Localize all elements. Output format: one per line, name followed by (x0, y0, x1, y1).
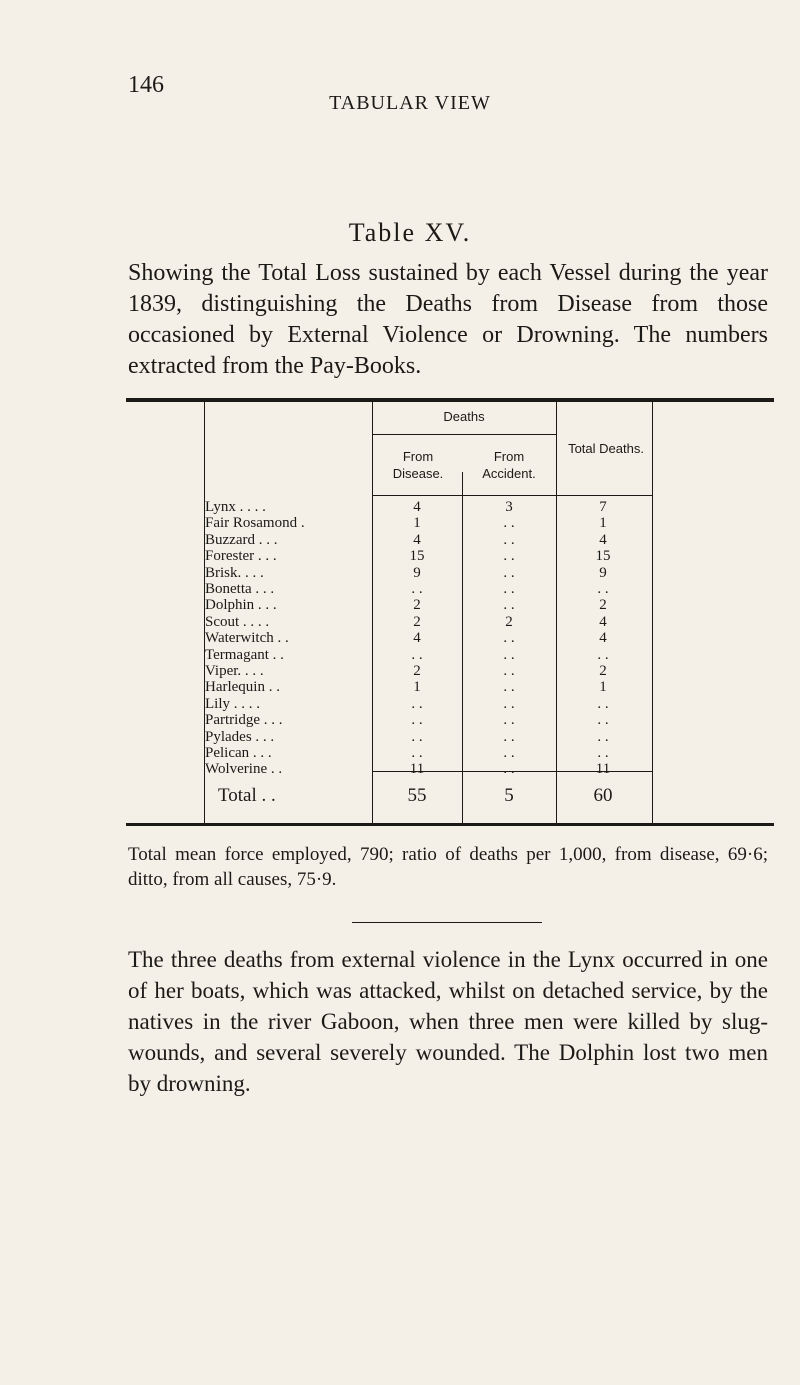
total-cell: . . (597, 695, 609, 712)
table-top-rule (126, 398, 774, 402)
total-cell: 4 (599, 630, 607, 647)
total-cell: . . (597, 745, 609, 761)
vessel-name: Partridge . . . (205, 712, 283, 729)
accident-cell: . . (503, 646, 515, 663)
vessel-name: Forester . . . (205, 548, 277, 565)
header-from-disease: From Disease. (392, 449, 444, 481)
vessel-name: Waterwitch . . (205, 630, 289, 647)
table-title: Table XV. (348, 218, 472, 247)
deaths-underline (372, 434, 556, 435)
disease-cell: 2 (413, 597, 421, 614)
accident-cell: . . (503, 679, 515, 696)
vessel-name: Wolverine . . (205, 761, 283, 778)
page-number: 146 (128, 72, 164, 98)
vessel-name: Harlequin . . (205, 679, 280, 696)
accident-cell: . . (503, 712, 515, 729)
header-total-deaths: Total Deaths. (568, 441, 644, 456)
vessel-name: Termagant . . (205, 646, 284, 663)
vessel-name: Dolphin . . . (205, 597, 277, 614)
disease-cell: 4 (413, 499, 421, 515)
accident-cell: 2 (505, 613, 513, 630)
disease-cell: . . (411, 646, 423, 663)
vessel-name: Scout . . . . (205, 613, 270, 630)
total-cell: 4 (599, 531, 607, 548)
disease-cell: 1 (413, 515, 421, 532)
accident-cell: . . (503, 564, 515, 581)
disease-cell: . . (411, 728, 423, 745)
section-divider (352, 922, 542, 923)
total-cell: 2 (599, 597, 607, 614)
disease-cell: . . (411, 695, 423, 712)
header-from-accident: From Accident. (482, 449, 536, 481)
accident-cell: . . (503, 728, 515, 745)
total-disease: 55 (407, 785, 427, 806)
vessel-name: Bonetta . . . (205, 581, 275, 597)
disease-cell: 1 (413, 679, 421, 696)
total-cell: 7 (599, 499, 607, 515)
total-deaths: 60 (593, 785, 613, 806)
disease-cell: 9 (413, 564, 421, 581)
vessel-name: Lily . . . . (205, 695, 260, 712)
total-cell: 1 (599, 679, 607, 696)
accident-cell: . . (503, 597, 515, 614)
total-cell: . . (597, 712, 609, 729)
disease-cell: 15 (409, 548, 425, 565)
accident-cell: . . (503, 745, 515, 761)
header-deaths: Deaths (443, 409, 485, 424)
vessel-name: Pylades . . . (205, 728, 275, 745)
accident-cell: . . (503, 531, 515, 548)
total-cell: 11 (595, 761, 611, 778)
accident-cell: . . (503, 695, 515, 712)
running-head: TABULAR VIEW (329, 92, 491, 114)
total-cell: . . (597, 728, 609, 745)
vessel-name: Lynx . . . . (205, 499, 266, 515)
accident-cell: . . (503, 581, 515, 597)
total-cell: . . (597, 646, 609, 663)
disease-cell: 2 (413, 613, 421, 630)
accident-cell: . . (503, 663, 515, 679)
footnote: Total mean force employed, 790; ratio of deaths per 1,000, from disease, 69·6; ditto, from all causes, 75·9. (128, 844, 768, 890)
disease-cell: 4 (413, 531, 421, 548)
total-cell: 1 (599, 515, 607, 532)
disease-cell: 4 (413, 630, 421, 647)
disease-cell: 11 (409, 761, 425, 778)
disease-cell: . . (411, 581, 423, 597)
table-caption: Showing the Total Loss sustained by each Vessel during the year 1839, distinguishing the Deaths from Disease from those occasioned by External Violence or Drowning. The numbers extracted from the Pay-Books. (128, 260, 768, 379)
vessel-name: Pelican . . . (205, 745, 272, 761)
column-divider (556, 402, 557, 823)
column-divider (652, 402, 653, 823)
table-bottom-rule (126, 823, 774, 826)
vessel-name: Fair Rosamond . (205, 515, 305, 532)
disease-cell: . . (411, 745, 423, 761)
accident-cell: . . (503, 515, 515, 532)
total-label: Total . . (218, 785, 276, 806)
total-cell: 2 (599, 663, 607, 679)
vessel-name: Buzzard . . . (205, 531, 278, 548)
disease-cell: 2 (413, 663, 421, 679)
total-accident: 5 (504, 785, 514, 806)
total-cell: 15 (595, 548, 611, 565)
accident-cell: . . (503, 630, 515, 647)
total-cell: 4 (599, 613, 607, 630)
disease-cell: . . (411, 712, 423, 729)
total-cell: 9 (599, 564, 607, 581)
vessel-name: Viper. . . . (205, 663, 264, 679)
accident-cell: . . (503, 548, 515, 565)
vessel-name: Brisk. . . . (205, 564, 264, 581)
header-underline (372, 495, 652, 496)
total-cell: . . (597, 581, 609, 597)
accident-cell: . . (503, 761, 515, 778)
explanatory-note: The three deaths from external violence in the Lynx occurred in one of her boats, which was attacked, whilst on detached service, by the natives in the river Gaboon, when three men were killed by slug-wounds, and several severely wounded. The Dolphin lost two men by drowning. (128, 947, 768, 1096)
accident-cell: 3 (505, 499, 513, 515)
